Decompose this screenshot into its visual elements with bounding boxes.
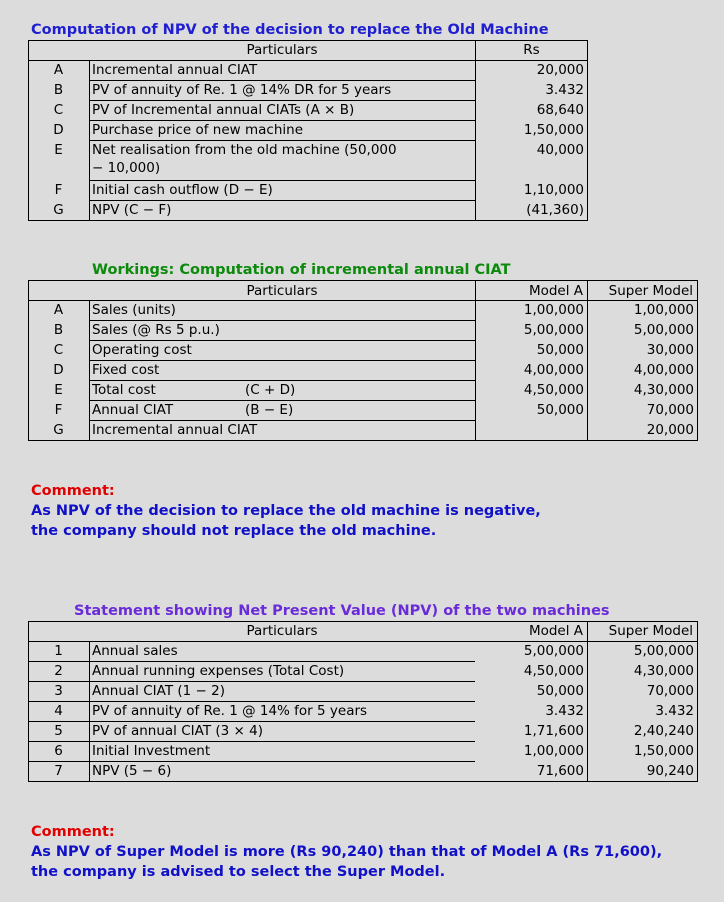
row-text: PV of annuity of Re. 1 @ 14% DR for 5 years bbox=[92, 82, 392, 98]
row-text: Initial Investment bbox=[92, 743, 211, 759]
row-text: Annual CIAT bbox=[92, 402, 174, 418]
row-label: 7 bbox=[54, 763, 63, 779]
header-super-model: Super Model bbox=[608, 283, 693, 299]
row-label: 3 bbox=[54, 683, 63, 699]
row-value-super-model: 3.432 bbox=[655, 703, 694, 719]
row-text: Total cost bbox=[92, 382, 156, 398]
row-value-model-a: 5,00,000 bbox=[523, 322, 584, 338]
row-label: 5 bbox=[54, 723, 63, 739]
row-value-super-model: 70,000 bbox=[646, 402, 694, 418]
row-value-super-model: 4,30,000 bbox=[633, 382, 694, 398]
comment1-line1: As NPV of the decision to replace the old machine is negative, bbox=[31, 503, 541, 519]
row-value-model-a: 50,000 bbox=[536, 342, 584, 358]
row-label: F bbox=[54, 182, 63, 198]
row-value-super-model: 4,30,000 bbox=[633, 663, 694, 679]
row-label: E bbox=[54, 142, 63, 158]
row-value-super-model: 70,000 bbox=[646, 683, 694, 699]
row-label: A bbox=[53, 62, 64, 78]
header-model-a: Model A bbox=[528, 283, 583, 299]
row-text: Annual running expenses (Total Cost) bbox=[92, 663, 345, 679]
row-label: B bbox=[53, 322, 64, 338]
section2-title: Workings: Computation of incremental annual CIAT bbox=[92, 262, 511, 278]
comment2-line1: As NPV of Super Model is more (Rs 90,240) than that of Model A (Rs 71,600), bbox=[31, 844, 663, 860]
row-value-super-model: 1,00,000 bbox=[633, 302, 694, 318]
row-value-model-a: 50,000 bbox=[536, 402, 584, 418]
comment2-line2: the company is advised to select the Super Model. bbox=[31, 864, 446, 880]
row-text: Sales (units) bbox=[92, 302, 176, 318]
row-label: D bbox=[53, 122, 64, 138]
row-value-super-model: 1,50,000 bbox=[633, 743, 694, 759]
row-text: Incremental annual CIAT bbox=[92, 62, 258, 78]
row-text: Net realisation from the old machine (50,000 bbox=[92, 142, 397, 158]
header-super-model: Super Model bbox=[608, 623, 693, 639]
row-value-model-a: 4,50,000 bbox=[523, 382, 584, 398]
row-text: PV of annuity of Re. 1 @ 14% for 5 years bbox=[92, 703, 368, 719]
row-value: 3.432 bbox=[545, 82, 584, 98]
row-value-super-model: 4,00,000 bbox=[633, 362, 694, 378]
row-value-super-model: 20,000 bbox=[646, 422, 694, 438]
row-value-model-a: 4,50,000 bbox=[523, 663, 584, 679]
row-text: Fixed cost bbox=[92, 362, 160, 378]
row-value-model-a: 4,00,000 bbox=[523, 362, 584, 378]
row-label: B bbox=[53, 82, 64, 98]
row-label: 4 bbox=[54, 703, 63, 719]
comment1-line2: the company should not replace the old machine. bbox=[31, 523, 437, 539]
row-value: 20,000 bbox=[536, 62, 584, 78]
header-model-a: Model A bbox=[528, 623, 583, 639]
row-value-model-a: 50,000 bbox=[536, 683, 584, 699]
row-text: Incremental annual CIAT bbox=[92, 422, 258, 438]
row-text-continued: − 10,000) bbox=[92, 160, 161, 176]
row-label: 6 bbox=[54, 743, 63, 759]
header-particulars: Particulars bbox=[246, 42, 318, 58]
row-label: G bbox=[53, 202, 64, 218]
row-label: D bbox=[53, 362, 64, 378]
row-label: C bbox=[53, 102, 64, 118]
header-rs: Rs bbox=[523, 42, 540, 58]
header-particulars: Particulars bbox=[246, 623, 318, 639]
row-label: 2 bbox=[54, 663, 63, 679]
row-text: Annual CIAT (1 − 2) bbox=[92, 683, 225, 699]
row-label: A bbox=[53, 302, 64, 318]
row-formula: (B − E) bbox=[245, 402, 294, 418]
row-value: 1,10,000 bbox=[523, 182, 584, 198]
header-particulars: Particulars bbox=[246, 283, 318, 299]
row-value-super-model: 5,00,000 bbox=[633, 643, 694, 659]
row-value-super-model: 30,000 bbox=[646, 342, 694, 358]
comment1-heading: Comment: bbox=[31, 483, 115, 499]
row-text: Purchase price of new machine bbox=[92, 122, 303, 138]
row-value-model-a: 1,00,000 bbox=[523, 302, 584, 318]
row-text: Initial cash outflow (D − E) bbox=[92, 182, 273, 198]
row-text: Operating cost bbox=[92, 342, 192, 358]
comment2-heading: Comment: bbox=[31, 824, 115, 840]
row-value: (41,360) bbox=[526, 202, 584, 218]
row-value-model-a: 71,600 bbox=[536, 763, 584, 779]
row-value-super-model: 90,240 bbox=[646, 763, 694, 779]
row-formula: (C + D) bbox=[245, 382, 296, 398]
row-text: PV of Incremental annual CIATs (A × B) bbox=[92, 102, 355, 118]
row-value-model-a: 1,00,000 bbox=[523, 743, 584, 759]
section1-title: Computation of NPV of the decision to replace the Old Machine bbox=[31, 22, 549, 38]
row-label: F bbox=[54, 402, 63, 418]
row-value-super-model: 2,40,240 bbox=[633, 723, 694, 739]
row-text: PV of annual CIAT (3 × 4) bbox=[92, 723, 263, 739]
row-text: NPV (C − F) bbox=[92, 202, 172, 218]
row-value: 40,000 bbox=[536, 142, 584, 158]
row-value-model-a: 1,71,600 bbox=[523, 723, 584, 739]
row-text: NPV (5 − 6) bbox=[92, 763, 172, 779]
section3-title: Statement showing Net Present Value (NPV) of the two machines bbox=[74, 603, 610, 619]
row-label: C bbox=[53, 342, 64, 358]
row-value: 68,640 bbox=[536, 102, 584, 118]
row-value-super-model: 5,00,000 bbox=[633, 322, 694, 338]
row-value: 1,50,000 bbox=[523, 122, 584, 138]
row-label: G bbox=[53, 422, 64, 438]
row-label: E bbox=[54, 382, 63, 398]
row-label: 1 bbox=[54, 643, 63, 659]
row-text: Sales (@ Rs 5 p.u.) bbox=[92, 322, 220, 338]
row-value-model-a: 5,00,000 bbox=[523, 643, 584, 659]
row-value-model-a: 3.432 bbox=[545, 703, 584, 719]
row-text: Annual sales bbox=[92, 643, 178, 659]
